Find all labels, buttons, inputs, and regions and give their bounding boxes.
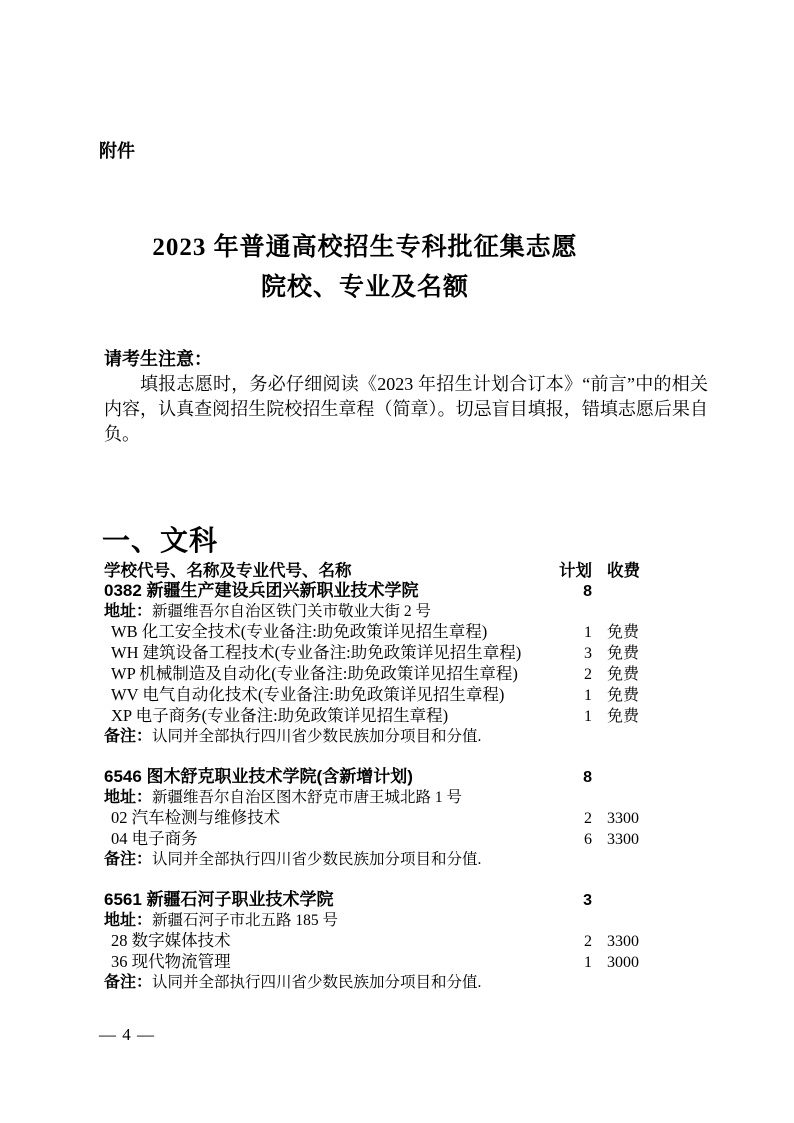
column-header-fee: 收费 (607, 562, 640, 580)
notice-body: 填报志愿时，务必仔细阅读《2023 年招生计划合订本》“前言”中的相关内容，认真查阅招生院校招生章程（简章）。切忌盲目填报，错填志愿后果自负。 (104, 374, 708, 444)
school-row (104, 581, 670, 602)
address-cell (104, 602, 670, 622)
major-fee: 3300 (607, 933, 639, 950)
school-block (104, 890, 670, 993)
major-plan: 6 (584, 831, 592, 848)
major-name: XP 电子商务(专业备注:助免政策详见招生章程) (111, 706, 449, 725)
title-line-1: 2023 年普通高校招生专科批征集志愿 (152, 234, 578, 261)
note-text: 认同并全部执行四川省少数民族加分项目和分值. (152, 851, 482, 868)
address-row (104, 911, 670, 931)
major-name: 36 现代物流管理 (111, 952, 231, 971)
admissions-table (104, 561, 670, 993)
major-fee: 免费 (607, 624, 640, 641)
major-row (104, 664, 670, 685)
major-row (104, 952, 670, 973)
note-text: 认同并全部执行四川省少数民族加分项目和分值. (152, 728, 482, 745)
address-label: 地址： (104, 912, 153, 929)
column-header-name: 学校代号、名称及专业代号、名称 (104, 562, 352, 580)
document-title (0, 228, 730, 308)
major-name: 28 数字媒体技术 (111, 931, 231, 950)
major-name: 04 电子商务 (111, 829, 198, 848)
school-block (104, 767, 670, 870)
major-row (104, 643, 670, 664)
table-header-row (104, 561, 670, 581)
school-plan-total: 8 (583, 583, 592, 600)
note-row (104, 973, 670, 993)
major-plan: 2 (584, 666, 592, 683)
address-text: 新疆石河子市北五路 185 号 (152, 912, 339, 929)
notice-section (104, 347, 708, 447)
major-plan: 3 (584, 645, 592, 662)
address-label: 地址： (104, 789, 153, 806)
major-plan: 1 (584, 954, 592, 971)
address-text: 新疆维吾尔自治区铁门关市敬业大街 2 号 (152, 603, 432, 620)
major-row (104, 685, 670, 706)
major-plan: 2 (584, 810, 592, 827)
note-label: 备注： (104, 728, 153, 745)
note-label: 备注： (104, 851, 153, 868)
page-number: — 4 — (99, 1025, 155, 1044)
school-row (104, 767, 670, 788)
address-label: 地址： (104, 603, 153, 620)
major-row (104, 931, 670, 952)
school-code-name: 0382 新疆生产建设兵团兴新职业技术学院 (104, 581, 419, 600)
major-plan: 1 (584, 624, 592, 641)
school-code-name: 6561 新疆石河子职业技术学院 (104, 890, 334, 909)
address-cell (104, 911, 670, 931)
major-name: WB 化工安全技术(专业备注:助免政策详见招生章程) (111, 622, 488, 641)
major-name: WH 建筑设备工程技术(专业备注:助免政策详见招生章程) (111, 643, 522, 662)
major-fee: 免费 (607, 687, 640, 704)
major-fee: 3000 (607, 954, 639, 971)
column-header-plan: 计划 (559, 562, 592, 580)
major-row (104, 808, 670, 829)
notice-heading: 请考生注意： (104, 349, 212, 369)
major-name: WP 机械制造及自动化(专业备注:助免政策详见招生章程) (111, 664, 518, 683)
major-plan: 1 (584, 687, 592, 704)
school-plan-total: 3 (583, 892, 592, 909)
major-row (104, 622, 670, 643)
major-fee: 免费 (607, 708, 640, 725)
title-line-2: 院校、专业及名额 (260, 274, 469, 301)
major-name: WV 电气自动化技术(专业备注:助免政策详见招生章程) (111, 685, 505, 704)
major-row (104, 706, 670, 727)
school-code-name: 6546 图木舒克职业技术学院(含新增计划) (104, 767, 413, 786)
school-block (104, 581, 670, 747)
address-row (104, 602, 670, 622)
address-row (104, 788, 670, 808)
major-plan: 1 (584, 708, 592, 725)
note-row (104, 727, 670, 747)
note-cell (104, 973, 670, 993)
major-name: 02 汽车检测与维修技术 (111, 808, 281, 827)
school-plan-total: 8 (583, 769, 592, 786)
major-row (104, 829, 670, 850)
school-row (104, 890, 670, 911)
section-title: 一、文科 (102, 525, 219, 556)
note-label: 备注： (104, 974, 153, 991)
address-cell (104, 788, 670, 808)
note-cell (104, 850, 670, 870)
major-fee: 免费 (607, 645, 640, 662)
note-text: 认同并全部执行四川省少数民族加分项目和分值. (152, 974, 482, 991)
major-fee: 3300 (607, 810, 639, 827)
note-cell (104, 727, 670, 747)
major-fee: 3300 (607, 831, 639, 848)
note-row (104, 850, 670, 870)
address-text: 新疆维吾尔自治区图木舒克市唐王城北路 1 号 (152, 789, 463, 806)
major-fee: 免费 (607, 666, 640, 683)
attachment-label: 附件 (99, 141, 135, 161)
major-plan: 2 (584, 933, 592, 950)
